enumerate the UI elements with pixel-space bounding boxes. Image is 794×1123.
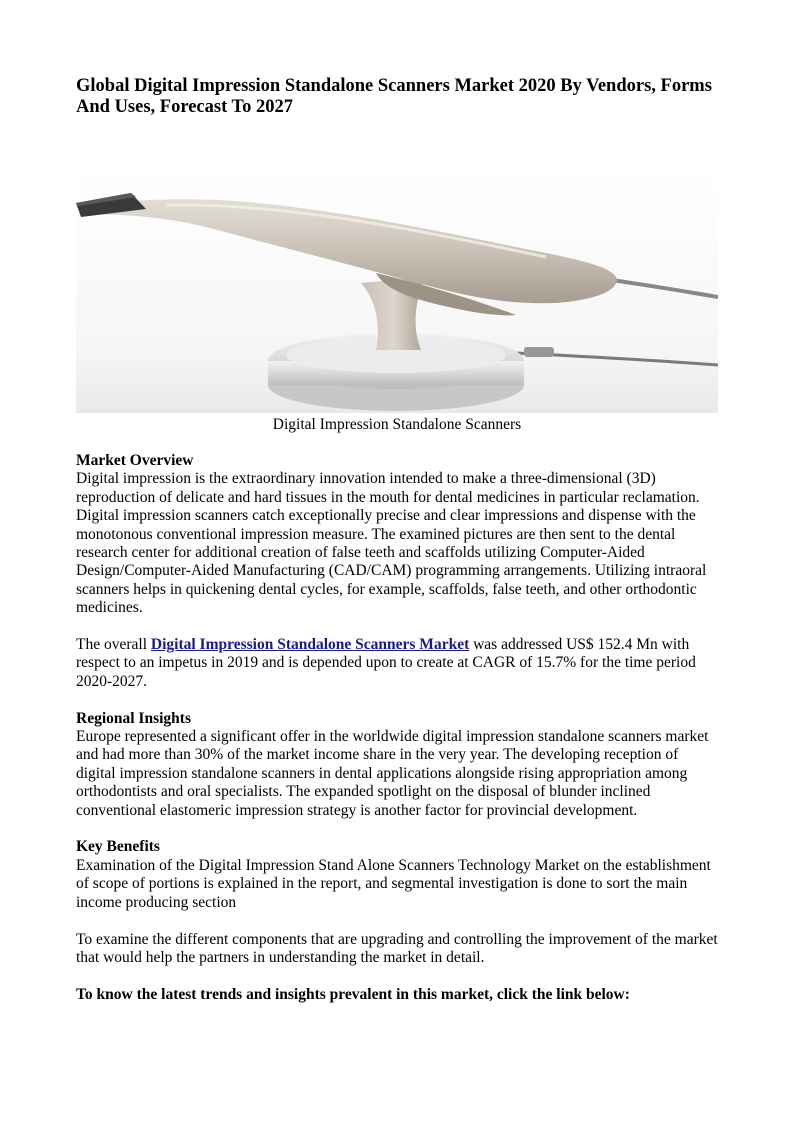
market-report-link[interactable]: Digital Impression Standalone Scanners Market — [150, 636, 470, 654]
regional-insights-section — [76, 710, 718, 820]
image-caption: Digital Impression Standalone Scanners — [272, 416, 522, 433]
section-text: Examination of the Digital Impression Stand Alone Scanners Technology Market on the establishment of scope of portions is explained in the report, and segmental investigation is done to sort the main income producing section — [76, 856, 711, 911]
call-to-action: To know the latest trends and insights prevalent in this market, click the link below: — [76, 985, 630, 1003]
paragraph-suffix: was addressed US$ 152.4 Mn with respect to an impetus in 2019 and is depended upon to create at CAGR of 15.7% for the time period 2020-2027. — [76, 636, 696, 690]
section-heading: Market Overview — [76, 452, 194, 469]
scanner-illustration — [76, 165, 718, 413]
market-overview-section — [76, 452, 718, 618]
product-image — [76, 165, 718, 413]
section-heading: Key Benefits — [76, 838, 160, 856]
paragraph-prefix: The overall — [76, 636, 151, 654]
article-body — [76, 452, 718, 1023]
section-heading: Regional Insights — [76, 709, 191, 727]
market-size-paragraph — [76, 636, 718, 691]
key-benefits-section — [76, 838, 718, 912]
page-title: Global Digital Impression Standalone Scanners Market 2020 By Vendors, Forms And Uses, Forecast To 2027 — [76, 76, 712, 117]
components-paragraph: To examine the different components that are upgrading and controlling the improvement of the market that would help the partners in understanding the market in detail. — [76, 930, 718, 966]
section-text: Europe represented a significant offer in the worldwide digital impression standalone scanners market and had more than 30% of the market income share in the very year. The developing reception of digital impression standalone scanners in dental applications alongside rising appropriation among orthodontists and oral specialists. The expanded spotlight on the disposal of blunder inclined conventional elastomeric impression strategy is another factor for provincial development. — [76, 728, 709, 819]
section-text: Digital impression is the extraordinary innovation intended to make a three-dimensional (3D) reproduction of delicate and hard tissues in the mouth for dental medicines in particular reclamation. Digital impression scanners catch exceptionally precise and clear impressions and dispense with the monotonous conventional impression measure. The examined pictures are then sent to the dental research center for additional creation of false teeth and scaffolds utilizing Computer-Aided Design/Computer-Aided Manufacturing (CAD/CAM) programming arrangements. Utilizing intraoral scanners helps in quickening dental cycles, for example, scaffolds, false teeth, and other orthodontic medicines. — [76, 470, 707, 617]
